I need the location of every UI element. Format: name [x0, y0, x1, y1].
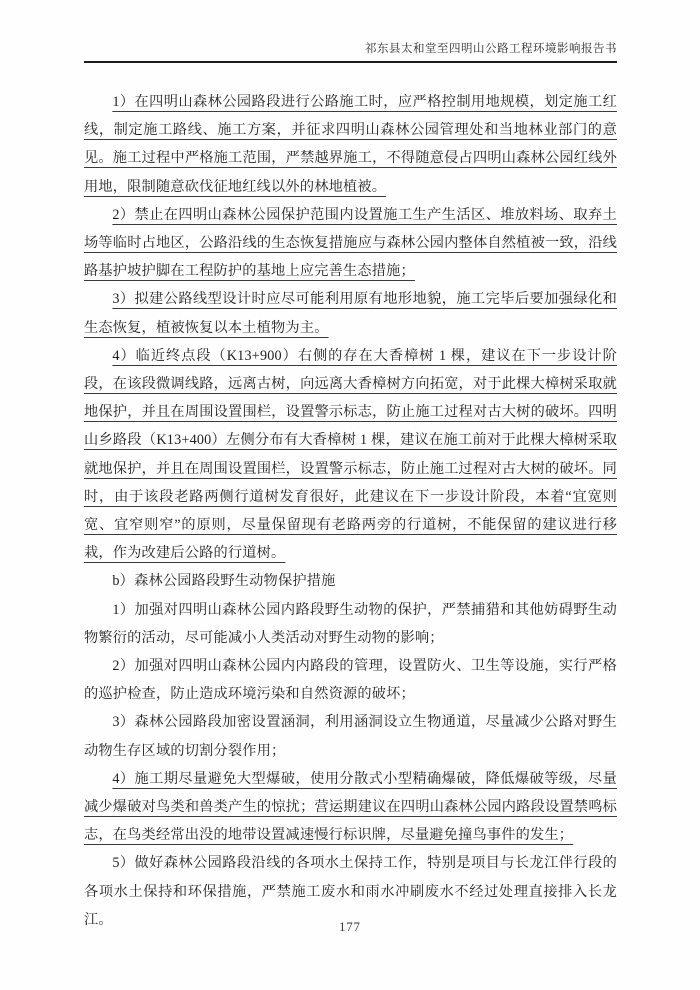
document-body — [84, 88, 617, 934]
paragraph-a1: 1）在四明山森林公园路段进行公路施工时，应严格控制用地规模，划定施工红线，制定施工路线、施工方案，并征求四明山森林公园管理处和当地林业部门的意见。施工过程中严格施工范围，严禁越界施工，不得随意侵占四明山森林公园红线外用地，限制随意砍伐征地红线以外的林地植被。 — [84, 94, 617, 195]
paragraph-b3: 3）森林公园路段加密设置涵洞，利用涵洞设立生物通道，尽量减少公路对野生动物生存区域的切割分裂作用； — [84, 714, 617, 759]
subheading-b: b）森林公园路段野生动物保护措施 — [112, 573, 336, 590]
paragraph-a2: 2）禁止在四明山森林公园保护范围内设置施工生产生活区、堆放料场、取弃土场等临时占地区，公路沿线的生态恢复措施应与森林公园内整体自然植被一致，沿线路基护坡护脚在工程防护的基地上应完善生态措施； — [84, 206, 617, 280]
paragraph-b2: 2）加强对四明山森林公园内内路段的管理，设置防火、卫生等设施，实行严格的巡护检查，防止造成环境污染和自然资源的破坏； — [84, 658, 617, 703]
page-number: 177 — [339, 920, 361, 934]
paragraph-a3: 3）拟建公路线型设计时应尽可能利用原有地形地貌，施工完毕后要加强绿化和生态恢复，植被恢复以本土植物为主。 — [84, 291, 617, 336]
paragraph-a4: 4）临近终点段（K13+900）右侧的存在大香樟树 1 棵，建议在下一步设计阶段，在该段微调线路，远离古树，向远离大香樟树方向拓宽，对于此棵大樟树采取就地保护，并且在周围设置围栏，设置警示标志，防止施工过程对古大树的破坏。四明山乡路段（K13+400）左侧分布有大香樟树 1 棵，建议在施工前对于此棵大樟树采取就地保护，并且在周围设置围栏，设置警示标志，防止施工过程对古大树的破坏。同时，由于该段老路两侧行道树发育很好，此建议在下一步设计阶段，本着“宜宽则宽、宜窄则窄”的原则，尽量保留现有老路两旁的行道树，不能保留的建议进行移栽，作为改建后公路的行道树。 — [84, 347, 617, 562]
paragraph-b5: 5）做好森林公园路段沿线的各项水土保持工作，特别是项目与长龙江伴行段的各项水土保持和环保措施，严禁施工废水和雨水冲刷废水不经过处理直接排入长龙江。 — [84, 855, 617, 928]
paragraph-b4: 4）施工期尽量避免大型爆破，使用分散式小型精确爆破，降低爆破等级，尽量减少爆破对鸟类和兽类产生的惊扰；营运期建议在四明山森林公园内路段设置禁鸣标志，在鸟类经常出没的地带设置减速慢行标识牌，尽量避免撞鸟事件的发生； — [84, 770, 617, 844]
paragraph-b1: 1）加强对四明山森林公园内路段野生动物的保护，严禁捕猎和其他妨碍野生动物繁衍的活动，尽可能减小人类活动对野生动物的影响； — [84, 601, 617, 646]
running-header-title: 祁东县太和堂至四明山公路工程环境影响报告书 — [84, 42, 617, 63]
